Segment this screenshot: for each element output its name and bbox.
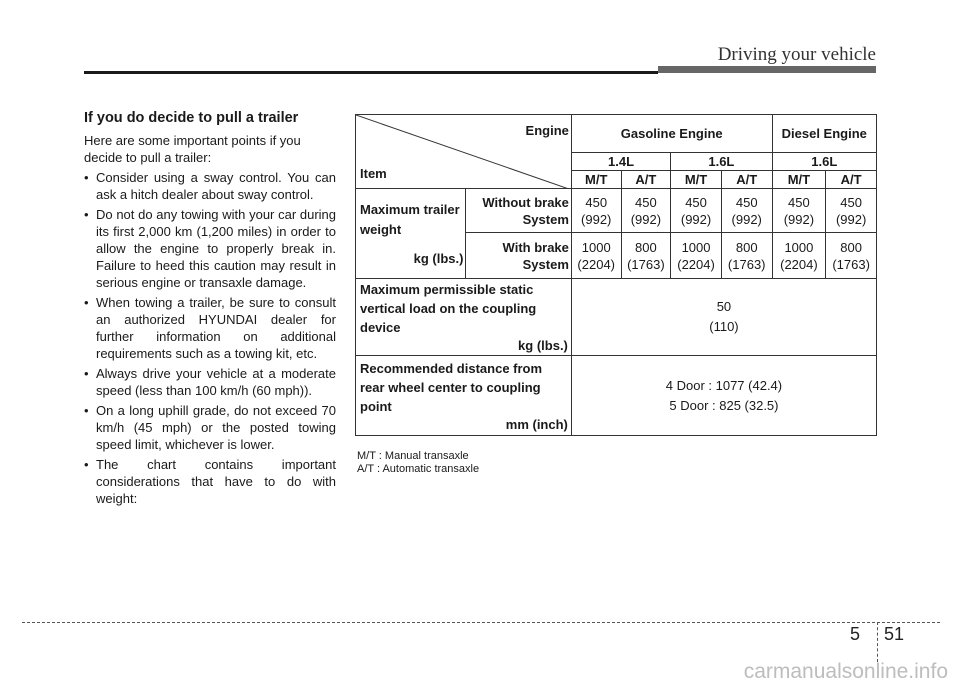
- table-row: [356, 356, 877, 436]
- section-title: If you do decide to pull a trailer: [84, 110, 299, 126]
- cell-kg: 800: [735, 239, 758, 255]
- without-brake-label: Without brake System: [466, 189, 571, 233]
- gasoline-engine-header: Gasoline Engine: [571, 115, 772, 153]
- distance-unit: mm (inch): [505, 416, 568, 432]
- transmission-header: A/T: [826, 171, 877, 189]
- footer-page-divider: [877, 622, 878, 662]
- footer-dashed-rule: [22, 622, 940, 623]
- cell-kg: 450: [585, 194, 608, 210]
- table-cell: [772, 189, 826, 233]
- table-cell: [621, 233, 671, 279]
- displacement-header: 1.6L: [772, 153, 876, 171]
- bullet-item: • Always drive your vehicle at a moderate speed (less than 100 km/h (60 mph)).: [84, 365, 336, 399]
- instructions-column: [84, 110, 336, 507]
- static-load-unit: kg (lbs.): [518, 338, 568, 353]
- cell-lbs: (1763): [627, 256, 665, 272]
- footnote-at: A/T : Automatic transaxle: [357, 463, 480, 475]
- distance-label-cell: [356, 356, 572, 436]
- table-cell: [826, 233, 877, 279]
- cell-lbs: (992): [630, 211, 662, 227]
- table-corner-cell: [356, 115, 572, 189]
- transmission-header: M/T: [772, 171, 826, 189]
- table-cell: [671, 189, 722, 233]
- table-cell: [772, 233, 826, 279]
- displacement-header: 1.4L: [571, 153, 670, 171]
- distance-line-4door: 4 Door : 1077 (42.4): [665, 377, 783, 393]
- max-trailer-weight-unit: kg (lbs.): [413, 251, 464, 266]
- table-row: [356, 189, 877, 233]
- cell-kg: 800: [635, 239, 657, 255]
- static-load-value: 50: [716, 299, 732, 314]
- header-rule: [84, 71, 658, 74]
- distance-value-cell: [571, 356, 876, 436]
- distance-label: Recommended distance from rear wheel center to coupling point: [360, 360, 543, 414]
- cell-lbs: (2204): [577, 256, 615, 272]
- cell-kg: 450: [735, 194, 758, 210]
- cell-lbs: (992): [783, 211, 815, 227]
- cell-lbs: (992): [731, 211, 762, 227]
- transmission-header: A/T: [621, 171, 671, 189]
- footnote-mt: M/T : Manual transaxle: [357, 450, 469, 462]
- corner-engine-label: Engine: [525, 123, 569, 138]
- bullet-item: • Consider using a sway control. You can ask a hitch dealer about sway control.: [84, 169, 336, 203]
- cell-kg: 800: [840, 239, 862, 255]
- table-cell: [721, 233, 772, 279]
- cell-lbs: (1763): [727, 256, 766, 272]
- diesel-engine-header: Diesel Engine: [772, 115, 876, 153]
- bullet-item: • Do not do any towing with your car during its first 2,000 km (1,200 miles) in order to allow the engine to properly break in. Failure to heed this caution may result in serious engine or transaxle damage.: [84, 206, 336, 291]
- with-brake-label: With brake System: [466, 233, 571, 279]
- table-row: [356, 279, 877, 356]
- cell-lbs: (992): [835, 211, 867, 227]
- static-load-label: Maximum permissible static vertical load on the coupling device: [360, 282, 537, 335]
- bullet-list: [84, 169, 336, 507]
- table-cell: [826, 189, 877, 233]
- bullet-item: • On a long uphill grade, do not exceed 70 km/h (45 mph) or the posted towing speed limit, whichever is lower.: [84, 402, 336, 453]
- cell-lbs: (992): [581, 211, 612, 227]
- table-cell: [571, 233, 621, 279]
- watermark-text: carmanualsonline.info: [743, 660, 948, 683]
- intro-text: Here are some important points if you decide to pull a trailer:: [84, 133, 301, 165]
- bullet-item: • When towing a trailer, be sure to consult an authorized HYUNDAI dealer for further information on additional requirements such as a towing kit, etc.: [84, 294, 336, 362]
- displacement-header: 1.6L: [671, 153, 772, 171]
- cell-kg: 450: [635, 194, 657, 210]
- table-cell: [671, 233, 722, 279]
- distance-line-5door: 5 Door : 825 (32.5): [669, 397, 779, 413]
- chapter-number: 5: [850, 624, 861, 644]
- page-number: 51: [884, 624, 905, 644]
- cell-kg: 450: [788, 194, 810, 210]
- static-load-value-cell: [571, 279, 876, 356]
- static-load-value-lbs: (110): [709, 319, 739, 334]
- transmission-header: M/T: [671, 171, 722, 189]
- cell-kg: 450: [685, 194, 707, 210]
- transmission-header: M/T: [571, 171, 621, 189]
- static-load-label-cell: [356, 279, 572, 356]
- cell-lbs: (2204): [677, 256, 715, 272]
- table-cell: [621, 189, 671, 233]
- max-trailer-weight-label-cell: [356, 189, 466, 279]
- table-cell: [721, 189, 772, 233]
- table-footnotes: [357, 450, 479, 476]
- transmission-header: A/T: [721, 171, 772, 189]
- corner-item-label: Item: [360, 166, 387, 181]
- header-rule-accent: [658, 66, 876, 73]
- table-cell: [571, 189, 621, 233]
- cell-lbs: (992): [680, 211, 712, 227]
- cell-kg: 1000: [784, 239, 814, 255]
- cell-kg: 1000: [581, 239, 611, 255]
- max-trailer-weight-label: Maximum trailer weight: [360, 202, 460, 237]
- cell-kg: 450: [840, 194, 862, 210]
- bullet-item: • The chart contains important considerations that have to do with weight:: [84, 456, 336, 507]
- trailer-spec-table: [355, 114, 877, 436]
- cell-lbs: (2204): [780, 256, 818, 272]
- section-header-title: Driving your vehicle: [717, 44, 876, 65]
- cell-lbs: (1763): [832, 256, 870, 272]
- cell-kg: 1000: [681, 239, 711, 255]
